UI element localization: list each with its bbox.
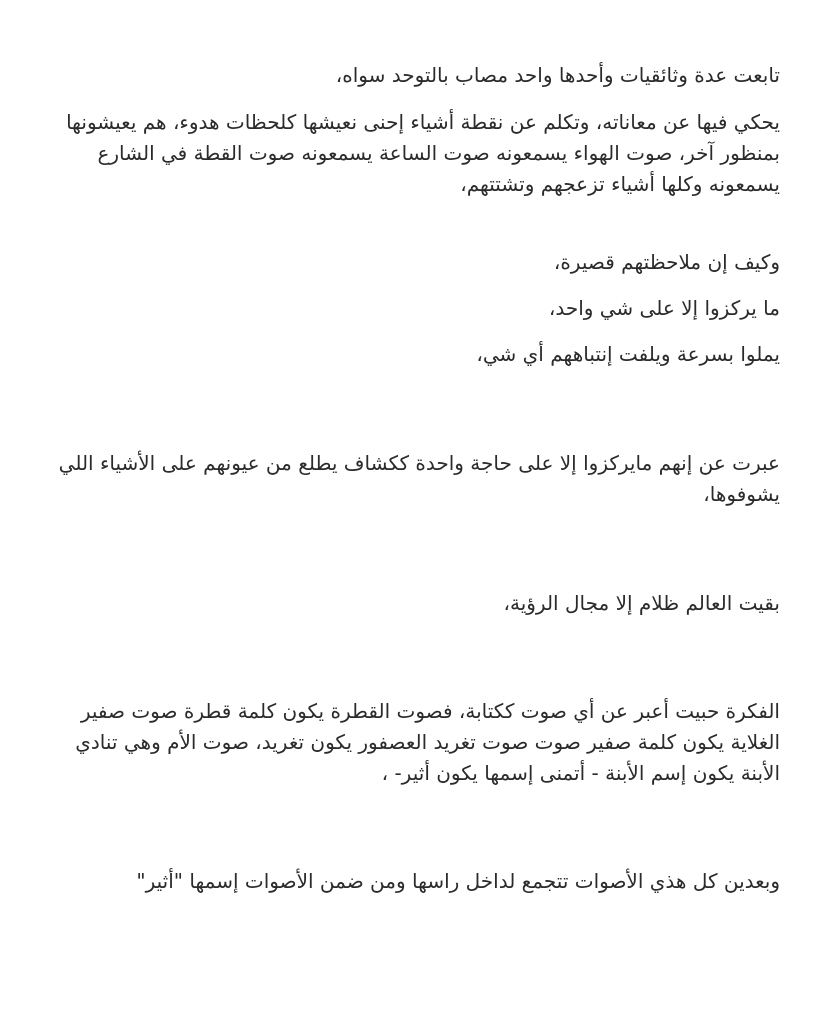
paragraph-9: وبعدين كل هذي الأصوات تتجمع لداخل راسها ومن ضمن الأصوات إسمها "أثير"	[136, 869, 780, 893]
paragraph-2: يحكي فيها عن معاناته، وتكلم عن نقطة أشياء إحنى نعيشها كلحظات هدوء، هم يعيشونها بمنظور آخر، صوت الهواء يسمعونه صوت الساعة يسمعونه صوت القطة في الشارع يسمعونه وكلها أشياء تزعجهم وتشتتهم،	[66, 110, 780, 196]
paragraph-8: الفكرة حبيت أعبر عن أي صوت ككتابة، فصوت القطرة يكون كلمة قطرة صوت صفير الغلاية يكون كلمة صفير صوت صوت تغريد العصفور يكون تغريد، صوت الأم وهي تنادي الأبنة يكون إسم الأبنة - أتمنى إسمها يكون أثير- ،	[75, 699, 780, 785]
paragraph-7: بقيت العالم ظلام إلا مجال الرؤية،	[503, 591, 780, 615]
paragraph-3: وكيف إن ملاحظتهم قصيرة،	[553, 250, 780, 274]
paragraph-1: تابعت عدة وثائقيات وأحدها واحد مصاب بالتوحد سواه،	[335, 63, 780, 87]
paragraph-4: ما يركزوا إلا على شي واحد،	[548, 296, 780, 320]
document-body	[52, 0, 780, 1023]
paragraph-6: عبرت عن إنهم مايركزوا إلا على حاجة واحدة ككشاف يطلع من عيونهم على الأشياء اللي يشوفوها،	[58, 451, 780, 506]
paragraph-5: يملوا بسرعة ويلفت إنتباههم أي شي،	[476, 342, 780, 366]
